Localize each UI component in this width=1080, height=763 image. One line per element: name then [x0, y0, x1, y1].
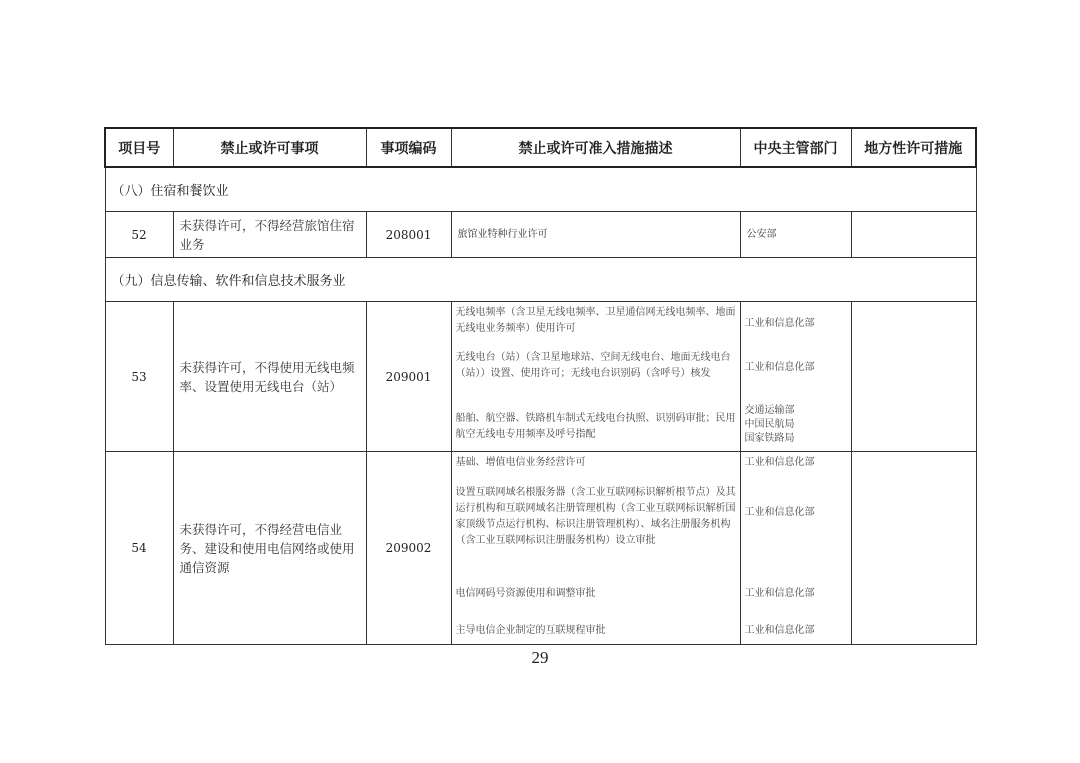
col-header-dept: 中央主管部门	[740, 128, 851, 167]
item-number: 53	[105, 302, 173, 452]
measure-desc-cell	[451, 452, 740, 645]
central-dept-cell	[740, 452, 851, 645]
local-measure	[851, 212, 976, 258]
central-dept: 工业和信息化部	[744, 457, 815, 468]
central-dept: 工业和信息化部	[744, 625, 815, 636]
central-dept-cell	[740, 302, 851, 452]
item-code: 208001	[366, 212, 451, 258]
table-header-row	[105, 128, 976, 167]
section-title: （八）住宿和餐饮业	[105, 167, 976, 212]
measure-desc: 主导电信企业制定的互联规程审批	[455, 625, 606, 636]
col-header-local: 地方性许可措施	[851, 128, 976, 167]
local-measure	[851, 452, 976, 645]
table-row	[105, 302, 976, 452]
measure-desc: 无线电台（站）（含卫星地球站、空间无线电台、地面无线电台（站））设置、使用许可；无线电台识别码（含呼号）核发	[455, 352, 731, 379]
item-number: 54	[105, 452, 173, 645]
col-header-desc: 禁止或许可准入措施描述	[451, 128, 740, 167]
measure-desc: 旅馆业特种行业许可	[451, 212, 740, 258]
table-row	[105, 452, 976, 645]
col-header-item: 禁止或许可事项	[173, 128, 366, 167]
item-code: 209001	[366, 302, 451, 452]
page-number: 29	[531, 648, 549, 667]
measure-desc: 无线电频率（含卫星无线电频率、卫星通信网无线电频率、地面无线电业务频率）使用许可	[455, 307, 736, 334]
item-name: 未获得许可，不得经营旅馆住宿业务	[173, 212, 366, 258]
col-header-item-no: 项目号	[105, 128, 173, 167]
item-code: 209002	[366, 452, 451, 645]
permit-table	[104, 127, 977, 645]
local-measure	[851, 302, 976, 452]
measure-desc: 电信网码号资源使用和调整审批	[455, 588, 596, 599]
central-dept: 工业和信息化部	[744, 588, 815, 599]
table-row	[105, 212, 976, 258]
central-dept: 工业和信息化部	[744, 507, 815, 518]
item-number: 52	[105, 212, 173, 258]
central-dept: 交通运输部 中国民航局 国家铁路局	[744, 405, 795, 444]
measure-desc-cell	[451, 302, 740, 452]
measure-desc: 基础、增值电信业务经营许可	[455, 457, 586, 468]
col-header-code: 事项编码	[366, 128, 451, 167]
measure-desc: 设置互联网域名根服务器（含工业互联网标识解析根节点）及其运行机构和互联网域名注册管理机构（含工业互联网标识解析国家顶级节点运行机构、标识注册管理机构）、域名注册服务机构（含工业互联网标识注册服务机构）设立审批	[455, 487, 736, 546]
section-title: （九）信息传输、软件和信息技术服务业	[105, 258, 976, 302]
item-name: 未获得许可，不得经营电信业务、建设和使用电信网络或使用通信资源	[173, 452, 366, 645]
item-name: 未获得许可，不得使用无线电频率、设置使用无线电台（站）	[173, 302, 366, 452]
section-row	[105, 258, 976, 302]
central-dept: 工业和信息化部	[744, 362, 815, 373]
central-dept: 工业和信息化部	[744, 318, 815, 329]
central-dept: 公安部	[740, 212, 851, 258]
section-row	[105, 167, 976, 212]
measure-desc: 船舶、航空器、铁路机车制式无线电台执照、识别码审批；民用航空无线电专用频率及呼号指配	[455, 413, 736, 440]
